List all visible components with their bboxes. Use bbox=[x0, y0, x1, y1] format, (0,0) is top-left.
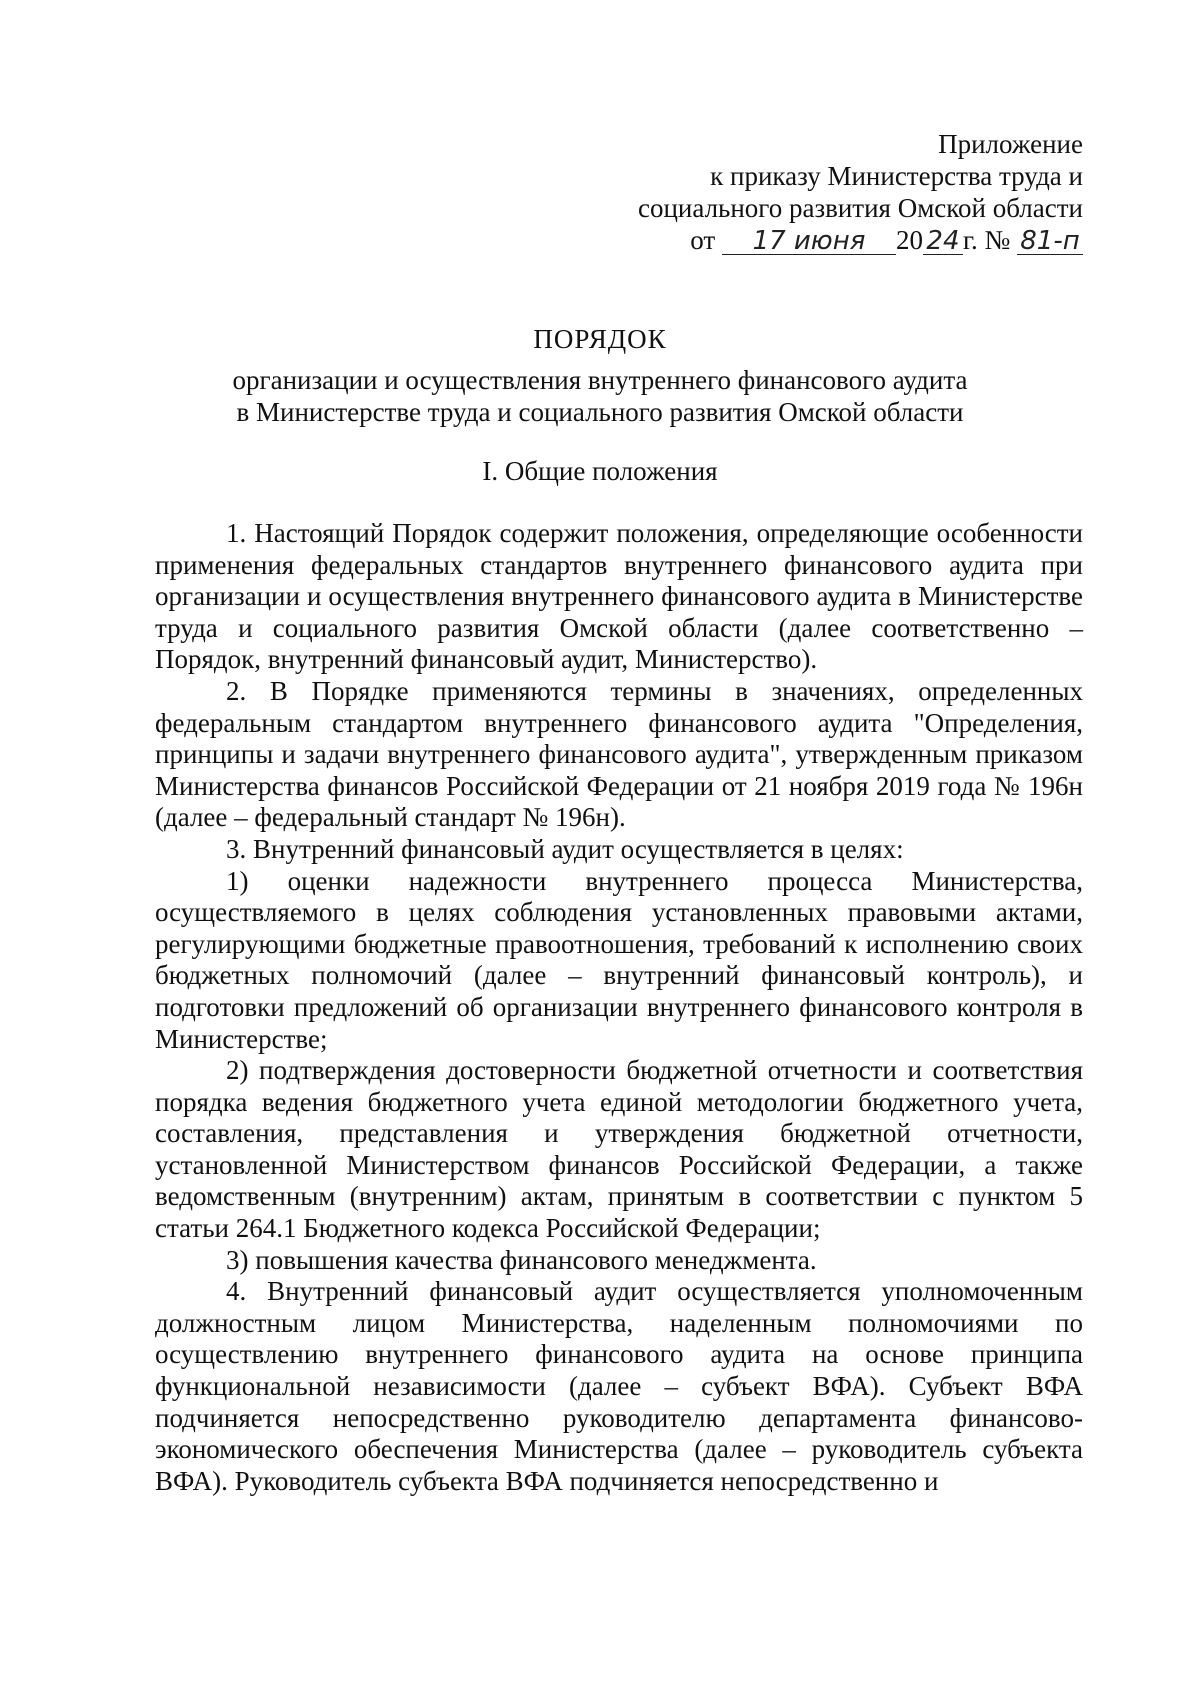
document-title-block bbox=[0, 323, 1200, 428]
appendix-ministry: социального развития Омской области bbox=[637, 193, 1083, 223]
paragraph-3-item-3: 3) повышения качества финансового менеджмента. bbox=[226, 1244, 817, 1275]
paragraph-3-item-2: 2) подтверждения достоверности бюджетной отчетности и соответствия порядка ведения бюджетного учета единой методологии бюджетного учета, составления, представления и утверждения бюджетной отчетности, установленной Министерством финансов Российской Федерации, а также ведомственным (внутренним) актам, принятым в соответствии с пунктом 5 статьи 264.1 Бюджетного кодекса Российской Федерации; bbox=[155, 1055, 1083, 1244]
handwritten-day: 17 июня bbox=[722, 228, 896, 255]
appendix-date-line bbox=[638, 224, 1083, 256]
paragraph-3-item-1: 1) оценки надежности внутреннего процесса Министерства, осуществляемого в целях соблюдения установленных правовыми актами, регулирующими бюджетные правоотношения, требований к исполнению своих бюджетных полномочий (далее – внутренний финансовый контроль), и подготовки предложений об организации внутреннего финансового контроля в Министерстве; bbox=[155, 865, 1083, 1054]
section-heading: I. Общие положения bbox=[482, 456, 718, 486]
year-prefix: 20 bbox=[895, 225, 923, 255]
paragraph-1: 1. Настоящий Порядок содержит положения, определяющие особенности применения федеральных стандартов внутреннего финансового аудита при организации и осуществления внутреннего финансового аудита в Министерстве труда и социального развития Омской области (далее соответственно – Порядок, внутренний финансовый аудит, Министерство). bbox=[155, 518, 1083, 675]
document-body bbox=[155, 518, 1083, 1497]
appendix-order-ref: к приказу Министерства труда и bbox=[710, 161, 1083, 191]
appendix-label: Приложение bbox=[938, 129, 1083, 159]
handwritten-number: 81-п bbox=[1017, 228, 1083, 255]
appendix-header bbox=[638, 128, 1083, 256]
document-subtitle-line1: организации и осуществления внутреннего финансового аудита bbox=[232, 365, 968, 395]
document-subtitle-line2: в Министерстве труда и социального развития Омской области bbox=[236, 397, 964, 427]
paragraph-2: 2. В Порядке применяются термины в значениях, определенных федеральным стандартом внутреннего финансового аудита "Определения, принципы и задачи внутреннего финансового аудита", утвержденным приказом Министерства финансов Российской Федерации от 21 ноября 2019 года № 196н (далее – федеральный стандарт № 196н). bbox=[155, 675, 1083, 833]
paragraph-4: 4. Внутренний финансовый аудит осуществляется уполномоченным должностным лицом Министерства, наделенным полномочиями по осуществлению внутреннего финансового аудита на основе принципа функциональной независимости (далее – субъект ВФА). Субъект ВФА подчиняется непосредственно руководителю департамента финансово-экономического обеспечения Министерства (далее – руководитель субъекта ВФА). Руководитель субъекта ВФА подчиняется непосредственно и bbox=[155, 1276, 1083, 1496]
document-title: ПОРЯДОК bbox=[533, 324, 667, 354]
handwritten-year: 24 bbox=[923, 228, 963, 255]
paragraph-3: 3. Внутренний финансовый аудит осуществляется в целях: bbox=[226, 833, 904, 864]
date-prefix: от bbox=[690, 225, 716, 255]
year-suffix: г. № bbox=[962, 225, 1011, 255]
